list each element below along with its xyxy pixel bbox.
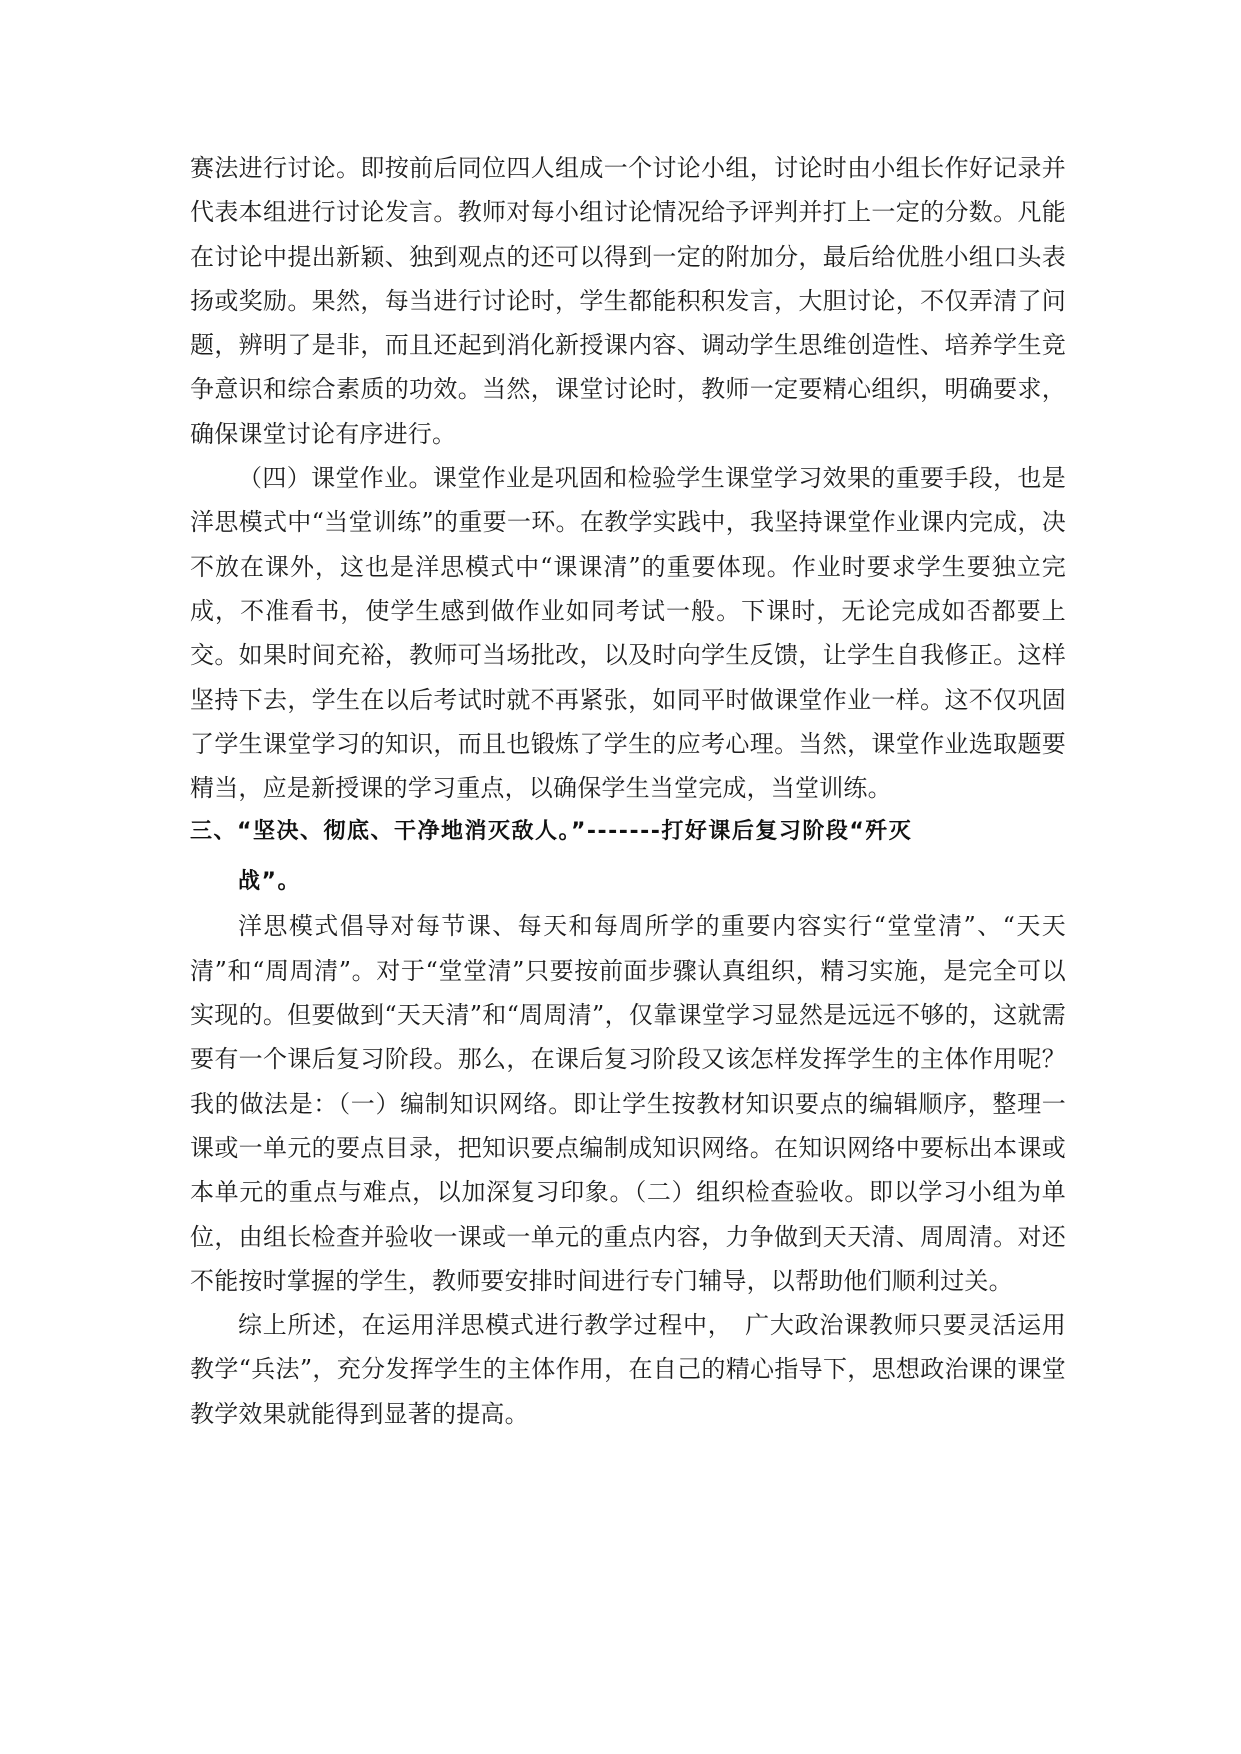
- paragraph-review-stage: 洋思模式倡导对每节课、每天和每周所学的重要内容实行“堂堂清”、“天天清”和“周周清”。对于“堂堂清”只要按前面步骤认真组织，精习实施，是完全可以实现的。但要做到“天天清”和“周周清”，仅靠课堂学习显然是远远不够的，这就需要有一个课后复习阶段。那么，在课后复习阶段又该怎样发挥学生的主体作用呢？我的做法是：（一）编制知识网络。即让学生按教材知识要点的编辑顺序，整理一课或一单元的要点目录，把知识要点编制成知识网络。在知识网络中要标出本课或本单元的重点与难点，以加深复习印象。（二）组织检查验收。即以学习小组为单位，由组长检查并验收一课或一单元的重点内容，力争做到天天清、周周清。对还不能按时掌握的学生，教师要安排时间进行专门辅导，以帮助他们顺利过关。: [190, 912, 1066, 1295]
- section-heading-line2: 战”。: [238, 869, 301, 895]
- section-heading-line1: 三、“坚决、彻底、干净地消灭敌人。”-------打好课后复习阶段“歼灭: [190, 819, 913, 845]
- document-page: [190, 146, 1066, 1436]
- paragraph-classroom-homework: （四）课堂作业。课堂作业是巩固和检验学生课堂学习效果的重要手段，也是洋思模式中“当堂训练”的重要一环。在教学实践中，我坚持课堂作业课内完成，决不放在课外，这也是洋思模式中“课课清”的重要体现。作业时要求学生要独立完成，不准看书，使学生感到做作业如同考试一般。下课时，无论完成如否都要上交。如果时间充裕，教师可当场批改，以及时向学生反馈，让学生自我修正。这样坚持下去，学生在以后考试时就不再紧张，如同平时做课堂作业一样。这不仅巩固了学生课堂学习的知识，而且也锻炼了学生的应考心理。当然，课堂作业选取题要精当，应是新授课的学习重点，以确保学生当堂完成，当堂训练。: [190, 464, 1066, 803]
- paragraph-conclusion: 综上所述，在运用洋思模式进行教学过程中， 广大政治课教师只要灵活运用教学“兵法”，充分发挥学生的主体作用，在自己的精心指导下，思想政治课的课堂教学效果就能得到显著的提高。: [190, 1311, 1066, 1428]
- paragraph-discussion: 赛法进行讨论。即按前后同位四人组成一个讨论小组，讨论时由小组长作好记录并代表本组进行讨论发言。教师对每小组讨论情况给予评判并打上一定的分数。凡能在讨论中提出新颖、独到观点的还可以得到一定的附加分，最后给优胜小组口头表扬或奖励。果然，每当进行讨论时，学生都能积积发言，大胆讨论，不仅弄清了问题，辨明了是非，而且还起到消化新授课内容、调动学生思维创造性、培养学生竞争意识和综合素质的功效。当然，课堂讨论时，教师一定要精心组织，明确要求，确保课堂讨论有序进行。: [190, 154, 1066, 448]
- section-heading-three: [190, 810, 1066, 904]
